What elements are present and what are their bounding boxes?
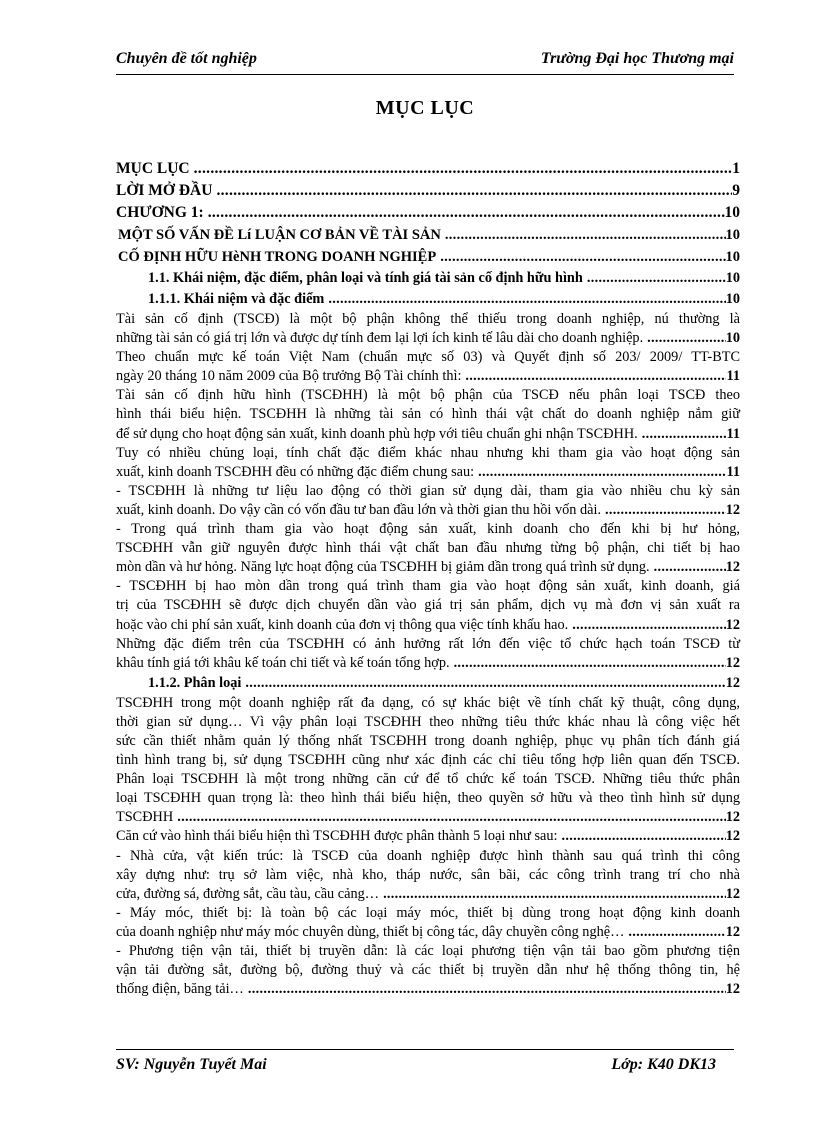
toc-entry-text-line: Theo chuẩn mực kế toán Việt Nam (chuẩn mực số 03) và Quyết định số 203/ 2009/ TT-BTC [116, 349, 740, 366]
toc-entry-text-line: Tài sản cố định hữu hình (TSCĐHH) là một bộ phận của TSCĐ nếu phân loại TSCĐ theo [116, 387, 740, 404]
toc-page-number: 10 [725, 330, 740, 347]
table-of-contents [116, 158, 740, 999]
toc-entry-text-line: - TSCĐHH là những tư liệu lao động có thời gian sử dụng dài, tham gia vào nhiều chu kỳ sản [116, 482, 740, 499]
toc-entry-text-line: - Trong quá trình tham gia vào hoạt động sản xuất, kinh doanh cho đến khi bị hư hỏng, [116, 521, 740, 538]
toc-dot-leader [583, 268, 726, 289]
toc-dot-leader [558, 827, 726, 846]
toc-page-number: 11 [726, 425, 740, 442]
toc-page-number: 12 [725, 981, 740, 998]
toc-entry-text-line: CỐ ĐỊNH HỮU HèNH TRONG DOANH NGHIỆP [118, 249, 437, 265]
toc-entry-text-line: xuất, kinh doanh TSCĐHH đều có những đặc điểm chung sau: [116, 463, 475, 480]
toc-entry-text-line: Căn cứ vào hình thái biểu hiện thì TSCĐHH được phân thành 5 loại như sau: [116, 828, 558, 845]
toc-dot-leader [601, 501, 726, 520]
toc-entry-text-line: TSCĐHH vẫn giữ nguyên được hình thái vật chất ban đầu nhưng từng bộ phận, chi tiết bị hao [116, 540, 740, 557]
toc-entry-text-line: để sử dụng cho hoạt động sản xuất, kinh doanh phù hợp với tiêu chuẩn ghi nhận TSCĐHH. [116, 425, 638, 442]
toc-entry[interactable] [116, 827, 740, 846]
toc-entry-text-line: - Máy móc, thiết bị: là toàn bộ các loại máy móc, thiết bị dùng trong hoạt động kinh doanh [116, 904, 740, 921]
toc-dot-leader [441, 224, 726, 246]
toc-page-number: 12 [725, 559, 740, 576]
toc-dot-leader [212, 180, 732, 202]
toc-entry[interactable] [116, 444, 740, 482]
toc-entry[interactable] [116, 635, 740, 673]
toc-entry-text-line: - Phương tiện vận tải, thiết bị truyền dẫn: là các loại phương tiện vận tải bao gồm phương tiện [116, 943, 740, 959]
toc-entry[interactable] [116, 482, 740, 520]
toc-dot-leader [650, 558, 726, 577]
toc-entry[interactable] [116, 224, 740, 246]
toc-entry-text-line: hình thái biểu hiện. TSCĐHH là những tài sản có hình thái vật chất do doanh nghiệp nắm giữ [116, 406, 740, 423]
toc-entry-text-line: MỘT SỐ VẤN ĐỀ Lí LUẬN CƠ BẢN VỀ TÀI SẢN [118, 227, 441, 243]
toc-dot-leader [638, 425, 727, 444]
toc-page-number: 12 [725, 501, 740, 518]
toc-entry[interactable] [116, 847, 740, 904]
toc-page-number: 12 [725, 809, 740, 826]
toc-entry-text-line: 1.1.1. Khái niệm và đặc điểm [148, 291, 325, 307]
toc-page-number: 10 [725, 227, 740, 243]
page-title: MỤC LỤC [375, 97, 475, 119]
toc-entry[interactable] [116, 348, 740, 386]
toc-entry-text-line: vận tải đường sắt, đường bộ, đường thuỷ và các thiết bị truyền dẫn như hệ thống thông tin, hệ [116, 962, 740, 979]
footer-class: Lớp: K40 DK13 [611, 1056, 716, 1073]
toc-dot-leader [624, 923, 725, 942]
toc-entry[interactable] [116, 904, 740, 942]
toc-entry-text-line: LỜI MỞ ĐẦU [116, 182, 213, 199]
toc-entry-text-line: Tuy có nhiều chủng loại, tính chất đặc điểm khác nhau nhưng khi tham gia vào hoạt động sản [116, 444, 740, 461]
toc-entry-text-line: CHƯƠNG 1: [116, 204, 204, 221]
toc-entry[interactable] [116, 577, 740, 634]
header-right-text: Trường Đại học Thương mại [540, 50, 734, 67]
toc-entry[interactable] [116, 246, 740, 268]
toc-entry[interactable] [116, 520, 740, 577]
toc-entry-text-line: tình hình trang bị, sử dụng TSCĐHH cũng như xác định các chỉ tiêu tổng hợp liên quan đến TSCĐ. [116, 752, 740, 769]
toc-dot-leader [244, 980, 726, 999]
toc-page-number: 10 [724, 204, 740, 221]
toc-entry-text-line: MỤC LỤC [116, 160, 190, 177]
toc-entry-text-line: 1.1. Khái niệm, đặc điểm, phân loại và tính giá tài sản cố định hữu hình [148, 270, 583, 286]
toc-entry[interactable] [116, 386, 740, 443]
toc-entry[interactable] [116, 202, 740, 224]
toc-dot-leader [204, 202, 725, 224]
toc-entry-text-line: Những đặc điểm trên của TSCĐHH có ảnh hưởng rất lớn đến việc tổ chức hạch toán TSCĐ từ [116, 635, 740, 652]
toc-entry-text-line: loại TSCĐHH quan trọng là: theo hình thái biểu hiện, theo quyền sở hữu và theo tình hình sử dụng [116, 790, 740, 807]
toc-page-number: 1 [732, 160, 740, 177]
toc-dot-leader [450, 654, 726, 673]
toc-entry-text-line: thời gian sử dụng… Vì vậy phân loại TSCĐHH theo những tiêu thức khác nhau là công việc hết [116, 713, 740, 730]
toc-entry-text-line: - Nhà cửa, vật kiến trúc: là TSCĐ của doanh nghiệp được hình thành sau quá trình thi công [116, 847, 740, 864]
toc-entry[interactable] [116, 310, 740, 348]
toc-page-number: 10 [725, 270, 740, 286]
toc-page-number: 12 [725, 923, 740, 940]
toc-entry-text-line: khâu tính giá tới khâu kế toán chi tiết và kế toán tổng hợp. [116, 654, 450, 671]
toc-entry-text-line: sức cần thiết nhằm quản lý thống nhất TSCĐHH trong doanh nghiệp, phục vụ phân tích đánh giá [116, 732, 740, 749]
toc-page-number: 12 [725, 885, 740, 902]
toc-entry-text-line: TSCĐHH trong một doanh nghiệp rất đa dạng, có sự khác biệt về tính chất kỹ thuật, công dụng, [116, 694, 740, 711]
toc-dot-leader [190, 158, 733, 180]
toc-page-number: 12 [725, 616, 740, 633]
toc-dot-leader [461, 367, 726, 386]
toc-page-number: 12 [725, 828, 740, 845]
header-left-text: Chuyên đề tốt nghiệp [116, 50, 257, 67]
toc-entry[interactable] [116, 673, 740, 694]
toc-entry-text-line: mòn dần và hư hỏng. Năng lực hoạt động của TSCĐHH bị giảm dần trong quá trình sử dụng. [116, 559, 650, 576]
toc-page-number: 11 [726, 463, 740, 480]
toc-entry-text-line: xây dựng như: trụ sở làm việc, nhà kho, tháp nước, sân bãi, các công trình trang trí cho nhà [116, 866, 740, 883]
toc-entry-text-line: Phân loại TSCĐHH là một trong những căn cứ để tổ chức kế toán TSCĐ. Những tiêu thức phân [116, 771, 740, 788]
toc-dot-leader [324, 289, 725, 310]
page-header [116, 48, 734, 75]
toc-dot-leader [173, 808, 726, 827]
toc-entry-text-line: của doanh nghiệp như máy móc chuyên dùng, thiết bị công tác, dây chuyền công nghệ… [116, 923, 625, 940]
toc-dot-leader [643, 329, 726, 348]
toc-entry[interactable] [116, 268, 740, 289]
toc-entry-text-line: xuất, kinh doanh. Do vậy cần có vốn đầu tư ban đầu lớn và thời gian thu hồi vốn dài. [116, 501, 602, 518]
toc-entry-text-line: những tài sản có giá trị lớn và được dự tính đem lại lợi ích kinh tế lâu dài cho doanh nghiệp. [116, 330, 644, 347]
toc-entry[interactable] [116, 942, 740, 999]
toc-page-number: 12 [725, 674, 740, 691]
toc-dot-leader [241, 673, 725, 694]
toc-dot-leader [568, 616, 725, 635]
toc-page-number: 11 [726, 368, 740, 385]
toc-page-number: 9 [732, 182, 740, 199]
toc-entry[interactable] [116, 180, 740, 202]
toc-entry-text-line: trị của TSCĐHH sẽ được dịch chuyển dần vào giá trị sản phẩm, dịch vụ mà đơn vị sản xuất ra [116, 597, 740, 614]
toc-dot-leader [436, 246, 725, 268]
toc-entry-text-line: Tài sản cố định (TSCĐ) là một bộ phận không thể thiếu trong doanh nghiệp, nú thường là [116, 311, 740, 327]
toc-dot-leader [474, 463, 726, 482]
toc-entry-text-line: - TSCĐHH bị hao mòn dần trong quá trình tham gia vào hoạt động sản xuất, kinh doanh, giá [116, 578, 740, 595]
toc-page-number: 10 [725, 249, 740, 265]
toc-dot-leader [379, 885, 726, 904]
toc-entry-text-line: hoặc vào chi phí sản xuất, kinh doanh của đơn vị thông qua việc tính khấu hao. [116, 616, 569, 633]
toc-entry-text-line: cửa, đường sá, đường sắt, cầu tàu, cầu cảng… [116, 885, 380, 902]
footer-student-name: SV: Nguyễn Tuyết Mai [116, 1056, 267, 1073]
toc-page-number: 10 [725, 291, 740, 307]
toc-entry-text-line: TSCĐHH [116, 809, 174, 826]
toc-entry[interactable] [116, 694, 740, 828]
toc-entry-text-line: ngày 20 tháng 10 năm 2009 của Bộ trưởng Bộ Tài chính thì: [116, 368, 462, 385]
toc-entry[interactable] [116, 289, 740, 310]
toc-entry-text-line: thống điện, băng tải… [116, 981, 244, 998]
toc-page-number: 12 [725, 654, 740, 671]
page-footer [116, 1049, 734, 1080]
toc-entry-text-line: 1.1.2. Phân loại [148, 674, 242, 691]
toc-entry[interactable] [116, 158, 740, 180]
